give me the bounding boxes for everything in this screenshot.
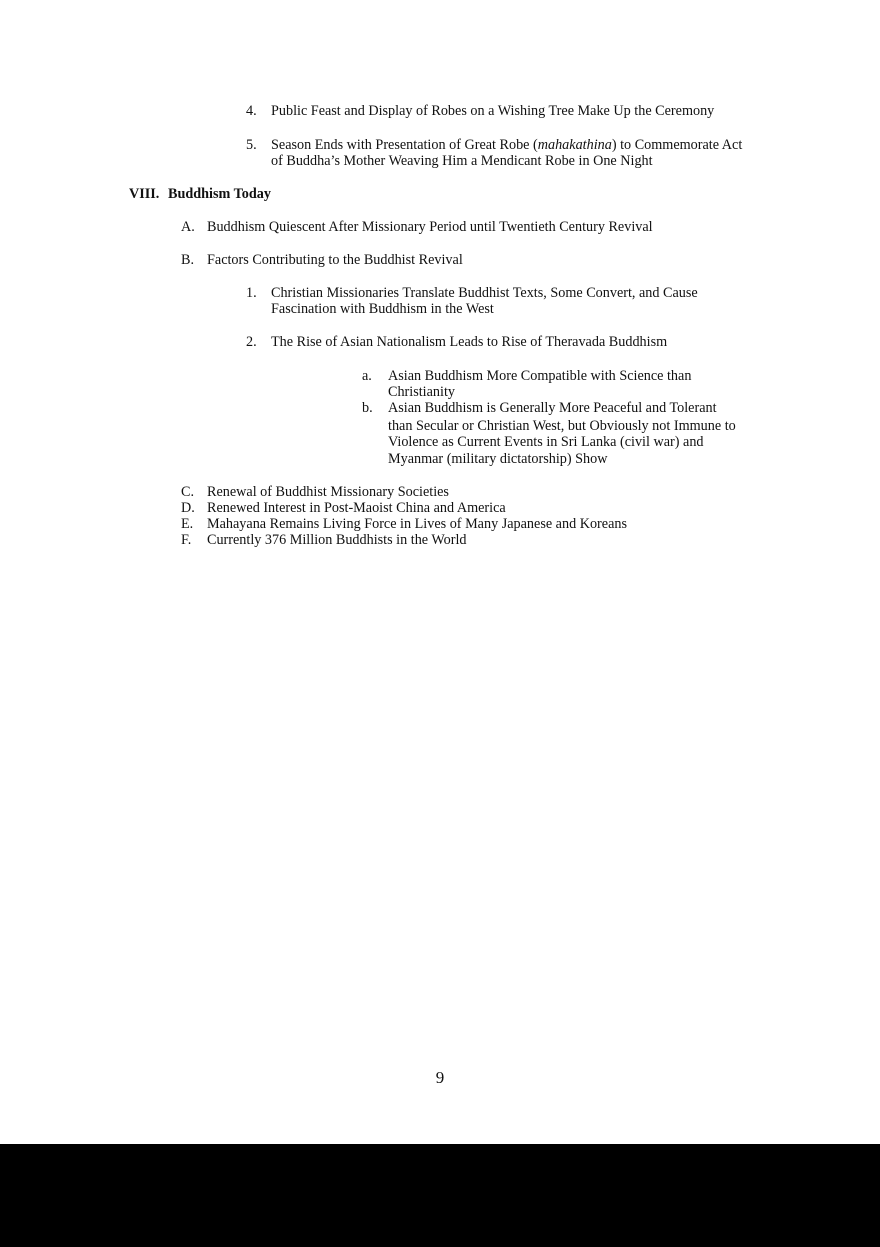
list-marker: C. xyxy=(181,484,195,500)
list-item-text: Christianity xyxy=(388,384,455,400)
list-marker: B. xyxy=(181,252,195,268)
list-marker: A. xyxy=(181,219,195,235)
list-marker: E. xyxy=(181,516,194,532)
list-marker: a. xyxy=(362,368,372,384)
list-item-text: Public Feast and Display of Robes on a Wishing Tree Make Up the Ceremony xyxy=(271,103,715,119)
page-number: 9 xyxy=(435,1068,445,1087)
list-item-text: Fascination with Buddhism in the West xyxy=(271,301,494,317)
list-marker: b. xyxy=(362,400,373,416)
list-item-text: of Buddha’s Mother Weaving Him a Mendicant Robe in One Night xyxy=(271,153,653,169)
list-marker: 2. xyxy=(246,334,257,350)
list-item-text xyxy=(271,137,742,154)
list-marker: 4. xyxy=(246,103,257,119)
text-run: ) to Commemorate Act xyxy=(611,137,743,153)
list-item-text: Christian Missionaries Translate Buddhist Texts, Some Convert, and Cause xyxy=(271,285,698,301)
list-item-text: than Secular or Christian West, but Obviously not Immune to xyxy=(388,418,736,434)
section-marker: VIII. xyxy=(129,186,160,202)
list-item-text: Renewed Interest in Post-Maoist China and America xyxy=(207,500,506,516)
italic-term: mahakathina xyxy=(537,137,612,153)
section-heading: Buddhism Today xyxy=(168,186,271,202)
list-marker: 5. xyxy=(246,137,257,153)
list-item-text: Buddhism Quiescent After Missionary Period until Twentieth Century Revival xyxy=(207,219,653,235)
list-marker: 1. xyxy=(246,285,257,301)
list-item-text: Violence as Current Events in Sri Lanka (civil war) and xyxy=(388,434,704,450)
list-item-text: Factors Contributing to the Buddhist Revival xyxy=(207,252,463,268)
list-marker: D. xyxy=(181,500,195,516)
text-run: Season Ends with Presentation of Great Robe ( xyxy=(271,137,538,153)
list-item-text: The Rise of Asian Nationalism Leads to Rise of Theravada Buddhism xyxy=(271,334,668,350)
list-item-text: Asian Buddhism is Generally More Peaceful and Tolerant xyxy=(388,400,717,416)
bottom-black-bar xyxy=(0,1144,880,1247)
list-item-text: Asian Buddhism More Compatible with Science than xyxy=(388,368,692,384)
list-item-text: Mahayana Remains Living Force in Lives of Many Japanese and Koreans xyxy=(207,516,627,532)
list-item-text: Currently 376 Million Buddhists in the World xyxy=(207,532,467,548)
list-marker: F. xyxy=(181,532,192,548)
list-item-text: Renewal of Buddhist Missionary Societies xyxy=(207,484,449,500)
list-item-text: Myanmar (military dictatorship) Show xyxy=(388,451,608,467)
